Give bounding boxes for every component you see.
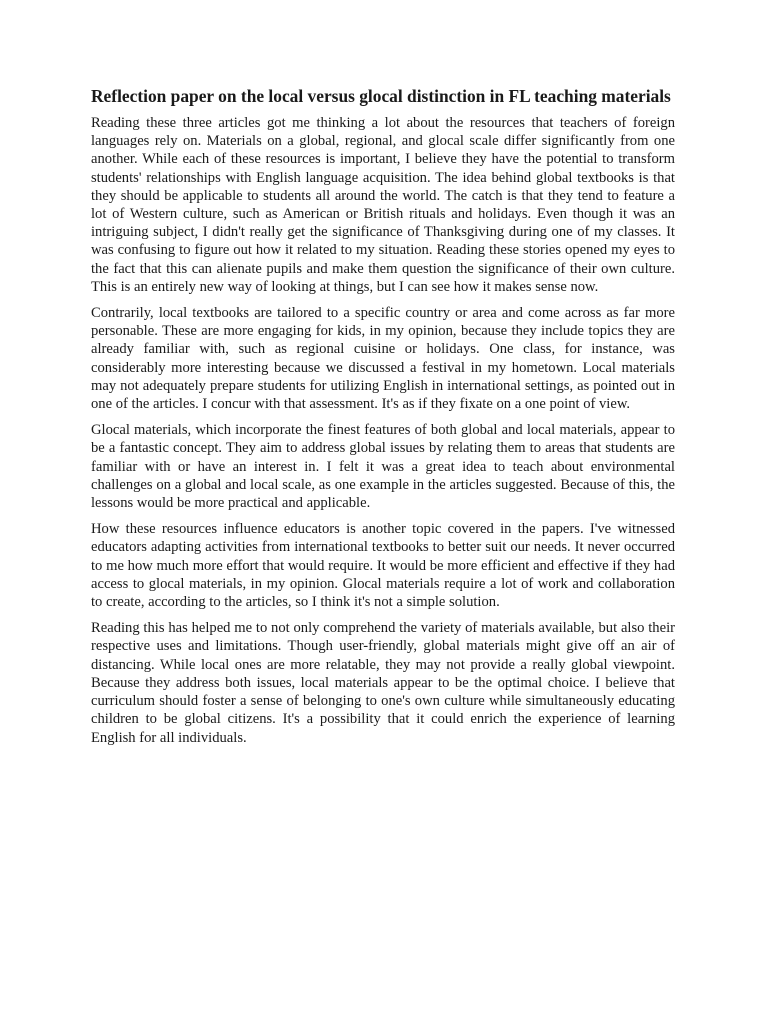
document-title: Reflection paper on the local versus glocal distinction in FL teaching materials	[91, 86, 671, 106]
document-body	[91, 86, 675, 755]
paragraph-4: How these resources influence educators is another topic covered in the papers. I've witnessed educators adapting activities from international textbooks to better suit our needs. It never occurred to me how much more effort that would require. It would be more efficient and effective if they had access to glocal materials, in my opinion. Glocal materials require a lot of work and collaboration to create, according to the articles, so I think it's not a simple solution.	[91, 521, 675, 611]
paragraph-3: Glocal materials, which incorporate the finest features of both global and local materials, appear to be a fantastic concept. They aim to address global issues by relating them to areas that students are familiar with or have an interest in. I felt it was a great idea to teach about environmental challenges on a global and local scale, as one example in the articles suggested. Because of this, the lessons would be more practical and applicable.	[91, 422, 675, 512]
paragraph-2: Contrarily, local textbooks are tailored to a specific country or area and come across as far more personable. These are more engaging for kids, in my opinion, because they include topics they are already familiar with, such as regional cuisine or holidays. One class, for instance, was considerably more interesting because we discussed a festival in my hometown. Local materials may not adequately prepare students for utilizing English in international settings, as pointed out in one of the articles. I concur with that assessment. It's as if they fixate on a one point of view.	[91, 305, 675, 413]
paragraph-5: Reading this has helped me to not only comprehend the variety of materials available, but also their respective uses and limitations. Though user-friendly, global materials might give off an air of distancing. While local ones are more relatable, they may not provide a really global viewpoint. Because they address both issues, local materials appear to be the optimal choice. I believe that curriculum should foster a sense of belonging to one's own culture while simultaneously educating children to be global citizens. It's a possibility that it could enrich the experience of learning English for all individuals.	[91, 620, 675, 746]
paragraph-1: Reading these three articles got me thinking a lot about the resources that teachers of foreign languages rely on. Materials on a global, regional, and glocal scale differ significantly from one another. While each of these resources is important, I believe they have the potential to transform students' relationships with English language acquisition. The idea behind global textbooks is that they should be applicable to students all around the world. The catch is that they tend to feature a lot of Western culture, such as American or British rituals and holidays. Even though it was an intriguing subject, I didn't really get the significance of Thanksgiving during one of my classes. It was confusing to figure out how it related to my situation. Reading these stories opened my eyes to the fact that this can alienate pupils and make them question the significance of their own culture. This is an entirely new way of looking at things, but I can see how it makes sense now.	[91, 115, 675, 295]
